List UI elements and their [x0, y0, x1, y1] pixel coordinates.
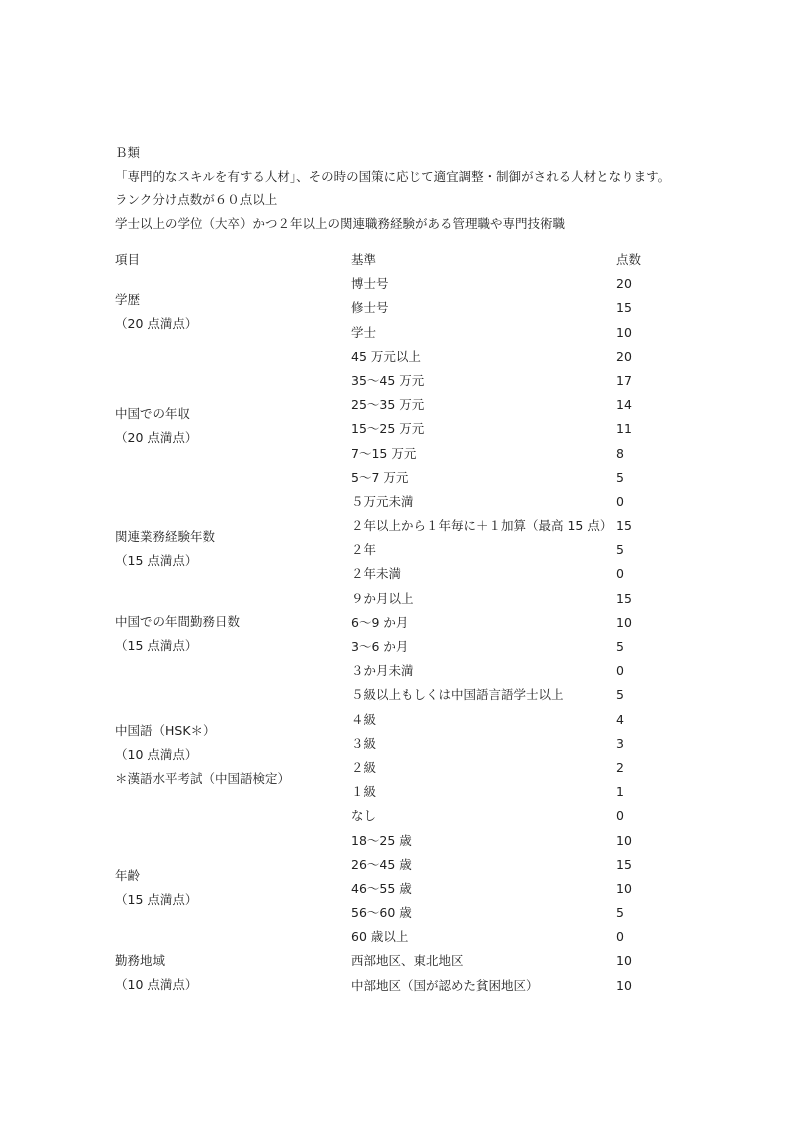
points-cell: 0: [616, 493, 624, 509]
table-row: [115, 587, 675, 611]
points-cell: 20: [616, 276, 632, 292]
criteria-cell: 25～35 万元: [351, 397, 425, 413]
group-max-points: （10 点満点）: [115, 977, 198, 993]
intro-section: [115, 141, 755, 235]
table-row: [115, 683, 675, 707]
group-work-region: [115, 949, 197, 997]
table-row: [115, 659, 675, 683]
points-table: [115, 248, 675, 998]
points-cell: 5: [616, 639, 624, 654]
points-cell: 17: [616, 372, 632, 388]
group-title: 勤務地域: [115, 953, 166, 968]
group-title: 関連業務経験年数: [115, 529, 216, 544]
intro-score-requirement: ランク分け点数が６０点以上: [115, 192, 278, 207]
table-row: [115, 345, 675, 369]
header-item: 項目: [115, 252, 141, 267]
group-max-points: （15 点満点）: [115, 892, 198, 908]
criteria-cell: 博士号: [351, 276, 389, 292]
group-education: [115, 288, 197, 336]
group-chinese-language: [115, 719, 290, 792]
criteria-cell: 3～6 か月: [351, 639, 409, 654]
criteria-cell: 修士号: [351, 300, 389, 316]
points-cell: 10: [616, 614, 632, 630]
group-max-points: （20 点満点）: [115, 316, 198, 332]
criteria-cell: ２年未満: [351, 566, 402, 582]
points-cell: 10: [616, 324, 632, 340]
criteria-cell: 18～25 歳: [351, 832, 412, 848]
table-row: [115, 949, 675, 973]
criteria-cell: なし: [351, 808, 377, 824]
group-max-points: （20 点満点）: [115, 430, 198, 446]
points-cell: 2: [616, 759, 624, 775]
group-title: 中国での年収: [115, 406, 191, 421]
group-title: 中国での年間勤務日数: [115, 614, 241, 629]
points-cell: 10: [616, 977, 632, 993]
header-criteria: 基準: [351, 252, 377, 267]
table-row: [115, 925, 675, 949]
points-cell: 0: [616, 663, 624, 679]
points-cell: 5: [616, 542, 624, 558]
points-cell: 15: [616, 856, 632, 872]
criteria-cell: ９か月以上: [351, 590, 414, 606]
category-heading: Ｂ類: [115, 145, 141, 160]
criteria-cell: 5～7 万元: [351, 469, 409, 485]
criteria-cell: 56～60 歳: [351, 905, 412, 921]
table-row: [115, 490, 675, 514]
intro-description: 「専門的なスキルを有する人材」、その時の国策に応じて適宜調整・制御がされる人材となります。: [115, 168, 671, 184]
table-row: [115, 829, 675, 853]
table-row: [115, 901, 675, 925]
group-annual-income: [115, 402, 197, 450]
table-row: [115, 321, 675, 345]
table-row: [115, 393, 675, 417]
points-cell: 4: [616, 711, 624, 727]
points-cell: 5: [616, 469, 624, 485]
criteria-cell: ４級: [351, 711, 377, 727]
table-row: [115, 417, 675, 441]
criteria-cell: ２年: [351, 542, 377, 558]
points-cell: 15: [616, 300, 632, 316]
points-cell: 0: [616, 929, 624, 945]
group-max-points: （15 点満点）: [115, 638, 198, 654]
points-cell: 5: [616, 687, 624, 703]
criteria-cell: ５万元未満: [351, 493, 414, 509]
points-cell: 10: [616, 832, 632, 848]
header-points: 点数: [616, 252, 642, 267]
criteria-cell: 西部地区、東北地区: [351, 953, 464, 969]
group-note: ＊漢語水平考試（中国語検定）: [115, 771, 291, 787]
points-cell: 3: [616, 735, 624, 751]
group-max-points: （10 点満点）: [115, 747, 198, 763]
criteria-cell: 26～45 歳: [351, 856, 412, 872]
table-row: [115, 272, 675, 296]
criteria-cell: 中部地区（国が認めた貧困地区）: [351, 977, 539, 993]
table-row: [115, 804, 675, 828]
group-working-days: [115, 610, 240, 658]
group-title: 年齢: [115, 868, 141, 883]
points-cell: 5: [616, 905, 624, 921]
criteria-cell: ２年以上から１年毎に＋１加算（最高 15 点）: [351, 518, 613, 534]
group-title: 学歴: [115, 292, 141, 307]
criteria-cell: 60 歳以上: [351, 929, 409, 945]
table-header-row: [115, 248, 675, 272]
points-cell: 15: [616, 590, 632, 606]
table-row: [115, 442, 675, 466]
points-cell: 0: [616, 808, 624, 824]
intro-qualification: 学士以上の学位（大卒）かつ２年以上の関連職務経験がある管理職や専門技術職: [115, 215, 566, 231]
criteria-cell: 46～55 歳: [351, 880, 412, 896]
points-cell: 8: [616, 445, 624, 461]
group-title: 中国語（HSK＊）: [115, 723, 216, 738]
criteria-cell: ３か月未満: [351, 663, 414, 679]
criteria-cell: 6～9 か月: [351, 614, 409, 630]
group-work-experience: [115, 525, 215, 573]
points-cell: 1: [616, 784, 624, 800]
criteria-cell: 35～45 万元: [351, 372, 425, 388]
group-age: [115, 864, 197, 912]
criteria-cell: ３級: [351, 735, 377, 751]
criteria-cell: ５級以上もしくは中国語言語学士以上: [351, 687, 564, 703]
points-cell: 15: [616, 518, 632, 534]
table-row: [115, 877, 675, 901]
points-cell: 10: [616, 880, 632, 896]
criteria-cell: 15～25 万元: [351, 421, 425, 437]
table-row: [115, 974, 675, 998]
table-row: [115, 466, 675, 490]
criteria-cell: １級: [351, 784, 377, 800]
criteria-cell: 学士: [351, 324, 377, 340]
table-row: [115, 853, 675, 877]
points-cell: 11: [616, 421, 632, 437]
table-row: [115, 369, 675, 393]
criteria-cell: ２級: [351, 759, 377, 775]
points-cell: 0: [616, 566, 624, 582]
table-row: [115, 296, 675, 320]
points-cell: 10: [616, 953, 632, 969]
criteria-cell: 45 万元以上: [351, 348, 421, 364]
group-max-points: （15 点満点）: [115, 553, 198, 569]
criteria-cell: 7～15 万元: [351, 445, 417, 461]
points-cell: 14: [616, 397, 632, 413]
points-cell: 20: [616, 348, 632, 364]
